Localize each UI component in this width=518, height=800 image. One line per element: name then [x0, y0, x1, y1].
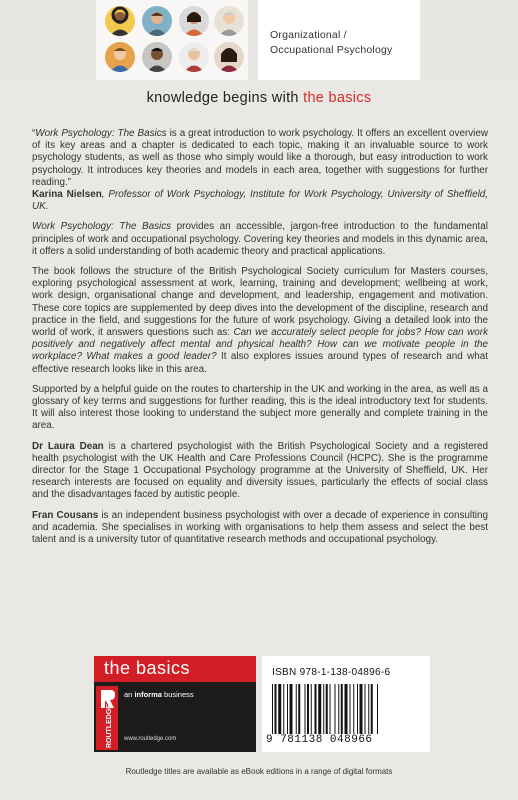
person-avatar-icon	[105, 42, 135, 72]
barcode-bar	[345, 684, 348, 734]
barcode-bar	[275, 684, 277, 734]
subject-category	[270, 28, 393, 58]
barcode-bar	[283, 684, 284, 734]
informa-business-text	[124, 690, 194, 699]
barcode-bar	[350, 684, 351, 734]
barcode-bar	[318, 684, 321, 734]
publisher-barcode-area	[94, 656, 430, 752]
guide-text: Supported by a helpful guide on the routes to chartership in the UK and working in the area, as well as a glossary of key terms and suggestions for further reading, this is the ideal introductory text for students. It will also interest those looking to understand the subject more generally and complete training in the area.	[32, 383, 488, 432]
barcode-bar	[311, 684, 312, 734]
guide-paragraph	[32, 384, 488, 433]
intro-book-title: Work Psychology: The Basics	[32, 221, 172, 233]
barcode-bar	[272, 684, 273, 734]
author1-name: Dr Laura Dean	[32, 440, 104, 452]
barcode-bar	[305, 684, 306, 734]
endorsement-quote: is a great introduction to work psychology. It offers an excellent overview of its key areas and a chapter is dedicated to each topic, making it an invaluable source to work psychology students, as well as those who simply would like a thorough, but easy introduction to work psychology. It introduces key theories and models in each area, together with suggestions for further reading.”	[32, 128, 488, 188]
author2-bio-text: is an independent business psychologist with over a decade of experience in consulting and academia. She specialises in working with organisations to help them assess and select the best talent and is a university tutor of quantitative research methods and occupational psychology.	[32, 509, 488, 546]
author1-bio-text: is a chartered psychologist with the British Psychological Society and a registered health psychologist with the UK Health and Care Professions Council (HCPC). She is the programme director for the Stage 1 Occupational Psychology programme at the University of Sheffield, UK. Her research interests are focused on equality and diversity issues, particularly the effects of social class and the disadvantages faced by autistic people.	[32, 440, 488, 501]
author2-bio	[32, 510, 488, 547]
subject-category-box	[258, 0, 420, 80]
barcode-bar	[353, 684, 354, 734]
series-logo-box	[94, 656, 256, 752]
isbn-label: ISBN 978-1-138-04896-6	[272, 667, 391, 678]
person-avatar-icon	[105, 6, 135, 36]
ebook-availability-note: Routledge titles are available as eBook editions in a range of digital formats	[125, 767, 393, 776]
barcode-bar	[307, 684, 309, 734]
endorser-name: Karina Nielsen	[32, 189, 102, 201]
tagline-prefix: knowledge begins with	[146, 90, 304, 106]
informa-prefix: an	[124, 690, 135, 699]
barcode-bar	[341, 684, 343, 734]
barcode-bar	[296, 684, 297, 734]
barcode-bar	[278, 684, 281, 734]
endorser-affiliation: , Professor of Work Psychology, Institute for Work Psychology, University of Sheffield, UK.	[32, 189, 489, 213]
person-avatar-icon	[142, 6, 172, 36]
series-tagline	[0, 90, 518, 106]
endorsement-book-title: Work Psychology: The Basics	[35, 128, 167, 139]
top-banner	[0, 0, 518, 84]
author1-bio	[32, 441, 488, 502]
tagline-accent: the basics	[303, 90, 372, 106]
intro-paragraph	[32, 221, 488, 258]
series-title: the basics	[104, 658, 191, 678]
barcode-bar	[287, 684, 288, 734]
person-avatar-icon	[142, 42, 172, 72]
barcode-bar	[326, 684, 328, 734]
barcode-bar	[338, 684, 339, 734]
back-cover-text	[32, 128, 488, 554]
barcode-bar	[357, 684, 358, 734]
barcode-bar	[330, 684, 331, 734]
endorsement-paragraph: “Work Psychology: The Basics is a great introduction to work psychology. It offers an excellent overview of its key areas and a chapter is dedicated to each topic, making it an invaluable source to work psychology students, as well as those who simply would like a thorough, but easy introduction to work psychology. It introduces key theories and models in each area, together with suggestions for further reading.” Karina Nielsen, Professor of Work Psychology, Institute for Work Psychology, University of Sheffield, UK.	[32, 128, 489, 213]
publisher-website: www.routledge.com	[124, 736, 177, 742]
person-avatar-icon	[214, 42, 244, 72]
barcode-bar	[368, 684, 369, 734]
series-title-band	[94, 656, 256, 682]
barcode-bar	[290, 684, 293, 734]
barcode-bar	[377, 684, 378, 734]
isbn-box	[262, 656, 430, 752]
barcode-bar	[298, 684, 300, 734]
person-avatar-icon	[179, 42, 209, 72]
informa-suffix: business	[161, 690, 194, 699]
barcode-bar	[360, 684, 363, 734]
routledge-logo-icon	[96, 686, 118, 750]
structure-text: The book follows the structure of the British Psychological Society curriculum for Masters courses, exploring psychological assessment at work, learning, training and development; wellbeing at work, work design, organisational change and development, and leadership, engagement and motivation. These core topics are supplemented by deep dives into the development of the discipline, research and practice in the field, and suggestions for the future of work psychology. Giving a detailed look into the world of work, it answers questions such as:	[32, 266, 488, 339]
barcode-bar	[335, 684, 336, 734]
structure-paragraph	[32, 266, 488, 376]
routledge-wordmark: ROUTLEDGE	[106, 704, 113, 748]
barcode-bar	[315, 684, 317, 734]
subject-line-2: Occupational Psychology	[270, 44, 393, 56]
barcode-bar	[323, 684, 324, 734]
barcode-bar	[365, 684, 366, 734]
person-avatar-icon	[214, 6, 244, 36]
informa-name: informa	[134, 690, 162, 699]
author2-name: Fran Cousans	[32, 509, 99, 521]
structure-tail: It also explores issues around types of research and what effective research looks like in this area.	[32, 351, 489, 375]
barcode-icon	[270, 684, 422, 734]
structure-questions: Can we accurately select people for jobs? How can work positively and negatively affect mental and physical health? How can we motivate people in the workplace? What makes a good leader?	[32, 327, 489, 363]
person-avatar-icon	[179, 6, 209, 36]
subject-line-1: Organizational /	[270, 29, 347, 41]
people-illustration-grid	[96, 0, 248, 80]
intro-text: provides an accessible, jargon-free introduction to the fundamental principles of work and occupational psychology. Covering key theories and models in this dynamic area, it offers a solid understanding of both academic theory and practical applications.	[32, 221, 488, 257]
barcode-bar	[371, 684, 373, 734]
barcode-digits: 9 781138 048966	[266, 734, 373, 746]
